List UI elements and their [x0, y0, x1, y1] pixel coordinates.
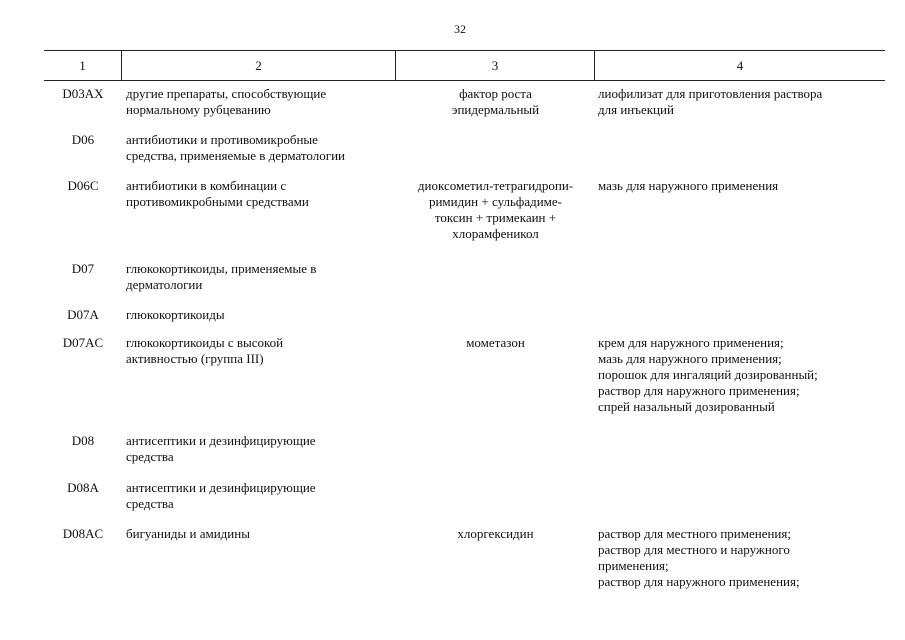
group-line: глюкокортикоиды, применяемые в: [126, 261, 317, 276]
substance-name: [396, 178, 595, 242]
group-line: глюкокортикоиды с высокой: [126, 335, 284, 350]
group-name: [122, 480, 396, 512]
table-row: [44, 433, 885, 465]
atc-code: D07AC: [62, 335, 104, 350]
form-line: раствор для местного и наружного: [598, 542, 790, 557]
group-name: [122, 433, 396, 465]
substance-line: римидин + сульфадиме-: [428, 194, 563, 209]
substance-name: [396, 86, 595, 118]
substance-name: [396, 307, 595, 323]
group-line: противомикробными средствами: [126, 194, 309, 209]
form-line: крем для наружного применения;: [598, 335, 784, 350]
column-header-2: 2: [122, 51, 396, 80]
group-name: [122, 86, 396, 118]
substance-line: мометазон: [466, 335, 525, 350]
atc-code: D07A: [67, 307, 99, 322]
atc-code: D08A: [67, 480, 99, 495]
group-name: [122, 307, 396, 323]
column-header-3: 3: [396, 51, 595, 80]
substance-line: токсин + тримекаин +: [434, 210, 557, 225]
group-line: средства, применяемые в дерматологии: [126, 148, 345, 163]
form-line: порошок для ингаляций дозированный;: [598, 367, 818, 382]
group-line: антибиотики и противомикробные: [126, 132, 318, 147]
atc-code: D07: [71, 261, 95, 276]
table-row: [44, 526, 885, 590]
table-row: [44, 480, 885, 512]
substance-line: фактор роста: [459, 86, 532, 101]
substance-line: хлоргексидин: [457, 526, 534, 541]
substance-line: эпидермальный: [451, 102, 540, 117]
column-header-1: 1: [44, 51, 122, 80]
group-name: [122, 132, 396, 164]
substance-line: диоксометил-тетрагидропи-: [417, 178, 574, 193]
atc-code: D03AX: [62, 86, 104, 101]
column-header-4: 4: [736, 57, 744, 73]
form-line: мазь для наружного применения: [598, 178, 779, 193]
dosage-forms: [595, 132, 885, 164]
dosage-forms: [595, 335, 885, 415]
substance-name: [396, 526, 595, 590]
dosage-forms: [595, 178, 885, 242]
table-row: [44, 335, 885, 415]
dosage-forms: [595, 86, 885, 118]
atc-code: D08: [71, 433, 95, 448]
group-name: [122, 178, 396, 242]
group-line: глюкокортикоиды: [126, 307, 225, 322]
table-row: [44, 307, 885, 323]
substance-name: [396, 335, 595, 415]
group-name: [122, 335, 396, 415]
form-line: для инъекций: [598, 102, 674, 117]
table-row: [44, 132, 885, 164]
substance-name: [396, 132, 595, 164]
substance-line: хлорамфеникол: [452, 226, 539, 241]
form-line: раствор для наружного применения;: [598, 383, 800, 398]
group-name: [122, 526, 396, 590]
dosage-forms: [595, 526, 885, 590]
table-header: [44, 50, 885, 81]
form-line: раствор для наружного применения;: [598, 574, 800, 589]
form-line: спрей назальный дозированный: [598, 399, 775, 414]
substance-name: [396, 433, 595, 465]
substance-name: [396, 480, 595, 512]
atc-code: D06C: [67, 178, 99, 193]
page-number: 32: [454, 22, 466, 36]
table-row: [44, 261, 885, 293]
group-line: другие препараты, способствующие: [126, 86, 327, 101]
table-row: [44, 178, 885, 242]
group-line: дерматологии: [126, 277, 203, 292]
form-line: лиофилизат для приготовления раствора: [598, 86, 823, 101]
atc-code: D08AC: [62, 526, 104, 541]
group-line: средства: [126, 449, 174, 464]
group-name: [122, 261, 396, 293]
group-line: антисептики и дезинфицирующие: [126, 480, 316, 495]
dosage-forms: [595, 261, 885, 293]
form-line: применения;: [598, 558, 669, 573]
atc-code: D06: [71, 132, 95, 147]
dosage-forms: [595, 480, 885, 512]
form-line: мазь для наружного применения;: [598, 351, 782, 366]
dosage-forms: [595, 307, 885, 323]
group-line: нормальному рубцеванию: [126, 102, 271, 117]
group-line: средства: [126, 496, 174, 511]
group-line: антибиотики в комбинации с: [126, 178, 287, 193]
table-row: [44, 86, 885, 118]
dosage-forms: [595, 433, 885, 465]
group-line: бигуаниды и амидины: [126, 526, 250, 541]
group-line: антисептики и дезинфицирующие: [126, 433, 316, 448]
group-line: активностью (группа III): [126, 351, 264, 366]
form-line: раствор для местного применения;: [598, 526, 791, 541]
substance-name: [396, 261, 595, 293]
